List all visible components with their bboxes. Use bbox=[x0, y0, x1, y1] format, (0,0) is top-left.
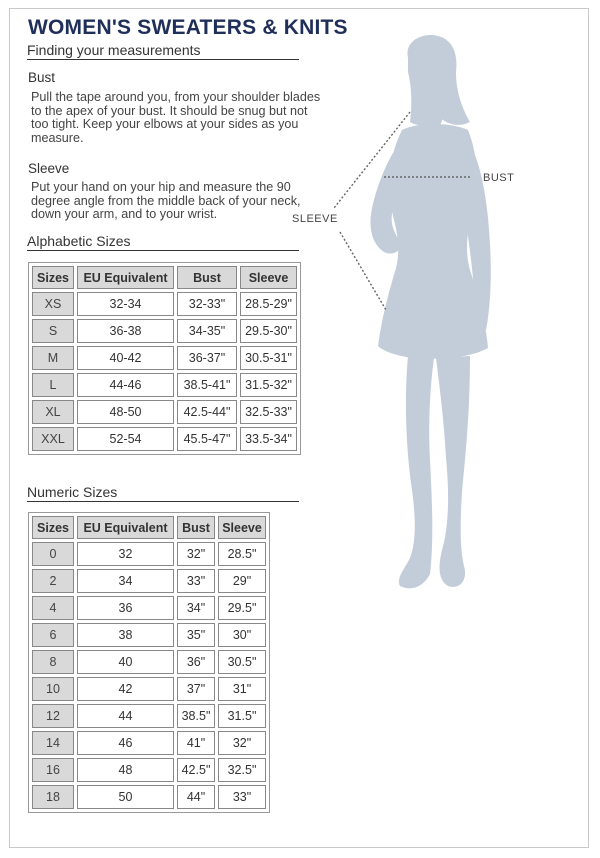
size-cell: XS bbox=[32, 292, 74, 316]
bust-heading: Bust bbox=[28, 70, 56, 85]
size-cell: 6 bbox=[32, 623, 74, 647]
table-row bbox=[32, 292, 297, 316]
table-row bbox=[32, 400, 297, 424]
size-cell: 12 bbox=[32, 704, 74, 728]
sleeve-cell: 31" bbox=[218, 677, 266, 701]
column-header: Bust bbox=[177, 516, 215, 539]
table-row bbox=[32, 427, 297, 451]
sleeve-cell: 30.5" bbox=[218, 650, 266, 674]
table-row bbox=[32, 542, 266, 566]
table-row bbox=[32, 758, 266, 782]
size-cell: L bbox=[32, 373, 74, 397]
table-row bbox=[32, 731, 266, 755]
page-title: WOMEN'S SWEATERS & KNITS bbox=[28, 16, 348, 39]
bust-cell: 38.5-41" bbox=[177, 373, 237, 397]
sleeve-cell: 33.5-34" bbox=[240, 427, 297, 451]
column-header: Sizes bbox=[32, 266, 74, 289]
sleeve-heading: Sleeve bbox=[28, 161, 70, 176]
bust-cell: 45.5-47" bbox=[177, 427, 237, 451]
size-cell: 14 bbox=[32, 731, 74, 755]
table-row bbox=[32, 346, 297, 370]
table-row bbox=[32, 319, 297, 343]
sleeve-cell: 28.5-29" bbox=[240, 292, 297, 316]
bust-cell: 42.5-44" bbox=[177, 400, 237, 424]
table-row bbox=[32, 785, 266, 809]
eu-cell: 32 bbox=[77, 542, 174, 566]
eu-cell: 50 bbox=[77, 785, 174, 809]
alphabetic-size-table bbox=[28, 262, 301, 455]
eu-cell: 40-42 bbox=[77, 346, 174, 370]
eu-cell: 44-46 bbox=[77, 373, 174, 397]
table-row bbox=[32, 596, 266, 620]
table-row bbox=[32, 373, 297, 397]
bust-instructions: Pull the tape around you, from your shoulder blades to the apex of your bust. It should be snug but not too tight. Keep your elbows at your sides as you measure. bbox=[31, 90, 321, 145]
bust-cell: 42.5" bbox=[177, 758, 215, 782]
eu-cell: 52-54 bbox=[77, 427, 174, 451]
sleeve-cell: 32" bbox=[218, 731, 266, 755]
sleeve-cell: 32.5" bbox=[218, 758, 266, 782]
table-row bbox=[32, 623, 266, 647]
size-cell: 10 bbox=[32, 677, 74, 701]
eu-cell: 32-34 bbox=[77, 292, 174, 316]
sleeve-cell: 33" bbox=[218, 785, 266, 809]
sleeve-label: SLEEVE bbox=[292, 213, 338, 225]
finding-measurements-heading: Finding your measurements bbox=[27, 42, 299, 60]
size-cell: 4 bbox=[32, 596, 74, 620]
bust-cell: 33" bbox=[177, 569, 215, 593]
silhouette-shape bbox=[371, 35, 491, 588]
table-row bbox=[32, 650, 266, 674]
table-header-row bbox=[32, 266, 297, 289]
column-header: Sizes bbox=[32, 516, 74, 539]
bust-cell: 35" bbox=[177, 623, 215, 647]
bust-cell: 34-35" bbox=[177, 319, 237, 343]
eu-cell: 38 bbox=[77, 623, 174, 647]
size-cell: M bbox=[32, 346, 74, 370]
numeric-size-table bbox=[28, 512, 270, 813]
sleeve-cell: 30" bbox=[218, 623, 266, 647]
eu-cell: 34 bbox=[77, 569, 174, 593]
sleeve-cell: 30.5-31" bbox=[240, 346, 297, 370]
sleeve-cell: 32.5-33" bbox=[240, 400, 297, 424]
size-cell: XL bbox=[32, 400, 74, 424]
sleeve-cell: 31.5-32" bbox=[240, 373, 297, 397]
column-header: Bust bbox=[177, 266, 237, 289]
column-header: Sleeve bbox=[240, 266, 297, 289]
eu-cell: 46 bbox=[77, 731, 174, 755]
alphabetic-sizes-heading: Alphabetic Sizes bbox=[27, 233, 299, 251]
eu-cell: 36 bbox=[77, 596, 174, 620]
size-cell: 16 bbox=[32, 758, 74, 782]
bust-label: BUST bbox=[483, 172, 515, 184]
bust-cell: 36-37" bbox=[177, 346, 237, 370]
sleeve-cell: 29.5" bbox=[218, 596, 266, 620]
sleeve-cell: 29" bbox=[218, 569, 266, 593]
eu-cell: 42 bbox=[77, 677, 174, 701]
bust-cell: 41" bbox=[177, 731, 215, 755]
eu-cell: 44 bbox=[77, 704, 174, 728]
bust-cell: 32" bbox=[177, 542, 215, 566]
sleeve-instructions: Put your hand on your hip and measure the 90 degree angle from the middle back of your neck, down your arm, and to your wrist. bbox=[31, 180, 301, 221]
bust-cell: 37" bbox=[177, 677, 215, 701]
column-header: Sleeve bbox=[218, 516, 266, 539]
table-header-row bbox=[32, 516, 266, 539]
size-cell: 2 bbox=[32, 569, 74, 593]
size-cell: 18 bbox=[32, 785, 74, 809]
sleeve-cell: 29.5-30" bbox=[240, 319, 297, 343]
bust-cell: 44" bbox=[177, 785, 215, 809]
size-cell: 0 bbox=[32, 542, 74, 566]
eu-cell: 48 bbox=[77, 758, 174, 782]
bust-cell: 34" bbox=[177, 596, 215, 620]
size-cell: 8 bbox=[32, 650, 74, 674]
bust-cell: 38.5" bbox=[177, 704, 215, 728]
eu-cell: 40 bbox=[77, 650, 174, 674]
size-cell: S bbox=[32, 319, 74, 343]
table-row bbox=[32, 677, 266, 701]
sleeve-cell: 28.5" bbox=[218, 542, 266, 566]
numeric-sizes-heading: Numeric Sizes bbox=[27, 484, 299, 502]
sleeve-cell: 31.5" bbox=[218, 704, 266, 728]
woman-silhouette-figure bbox=[320, 30, 550, 600]
column-header: EU Equivalent bbox=[77, 516, 174, 539]
eu-cell: 48-50 bbox=[77, 400, 174, 424]
bust-cell: 32-33" bbox=[177, 292, 237, 316]
table-row bbox=[32, 704, 266, 728]
size-cell: XXL bbox=[32, 427, 74, 451]
table-row bbox=[32, 569, 266, 593]
bust-cell: 36" bbox=[177, 650, 215, 674]
eu-cell: 36-38 bbox=[77, 319, 174, 343]
column-header: EU Equivalent bbox=[77, 266, 174, 289]
